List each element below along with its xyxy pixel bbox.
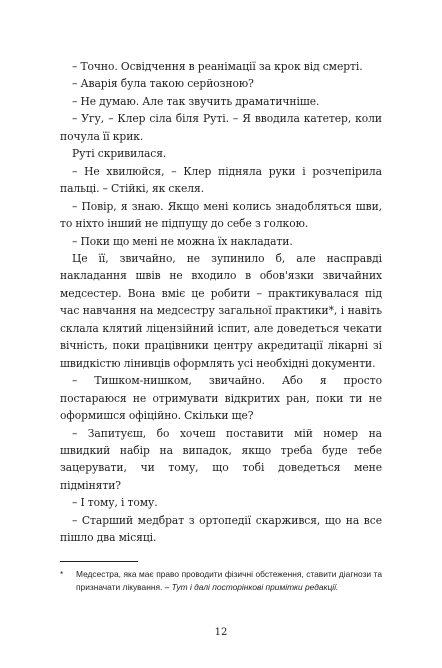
paragraph: – Не хвилюйся, – Клер підняла руки і розчепірила пальці. – Стійкі, як скеля.	[60, 164, 382, 196]
footnote	[60, 568, 382, 594]
paragraph: – Запитуєш, бо хочеш поставити мій номер на швидкий набір на випадок, якщо треба буде тебе зацерувати, чи тому, що тобі доведеться мене підміняти?	[60, 426, 382, 492]
footnote-editor-note: – Тут і далі посторінкові примітки редакції.	[164, 582, 339, 592]
paragraph: – Поки що мені не можна їх накладати.	[72, 234, 293, 248]
paragraph: – Точно. Освідчення в реанімації за крок від смерті.	[72, 60, 363, 73]
paragraph: – Угу, – Клер сіла біля Руті. – Я вводила катетер, коли почула її крик.	[60, 112, 382, 143]
paragraph: Це її, звичайно, не зупинило б, але насправді накладання швів не входило в обов'язки звичайних медсестер. Вона вміє це робити – практикувалася під час навчання на медсестру загальної практики*, і навіть склала клятий ліцензійний іспит, але доведеться чекати вічність, поки працівники центру акредитації лікарні зі швидкістю лінивців оформлять усі необхідні документи.	[60, 251, 382, 370]
page-number: 12	[214, 627, 228, 638]
footnote-text: Медсестра, яка має право проводити фізичні обстеження, ставити діагнози та призначати лікування.	[76, 569, 382, 592]
paragraph: – І тому, і тому.	[72, 496, 158, 510]
paragraph: – Тишком-нишком, звичайно. Або я просто постараюся не отримувати відкритих ран, поки ти не оформишся офіційно. Скільки ще?	[60, 374, 382, 423]
footnote-separator	[60, 561, 138, 562]
paragraph: Руті скривилася.	[72, 147, 167, 161]
paragraph: – Аварія була такою серйозною?	[72, 77, 254, 91]
paragraph: – Повір, я знаю. Якщо мені колись знадобляться шви, то ніхто інший не підпущу до себе з голкою.	[60, 199, 382, 231]
paragraph: – Не думаю. Але так звучить драматичніше.	[72, 94, 320, 108]
body-text	[60, 58, 382, 547]
footnote-marker: *	[60, 569, 64, 579]
paragraph: – Старший медбрат з ортопедії скаржився, що на все пішло два місяці.	[60, 513, 382, 545]
